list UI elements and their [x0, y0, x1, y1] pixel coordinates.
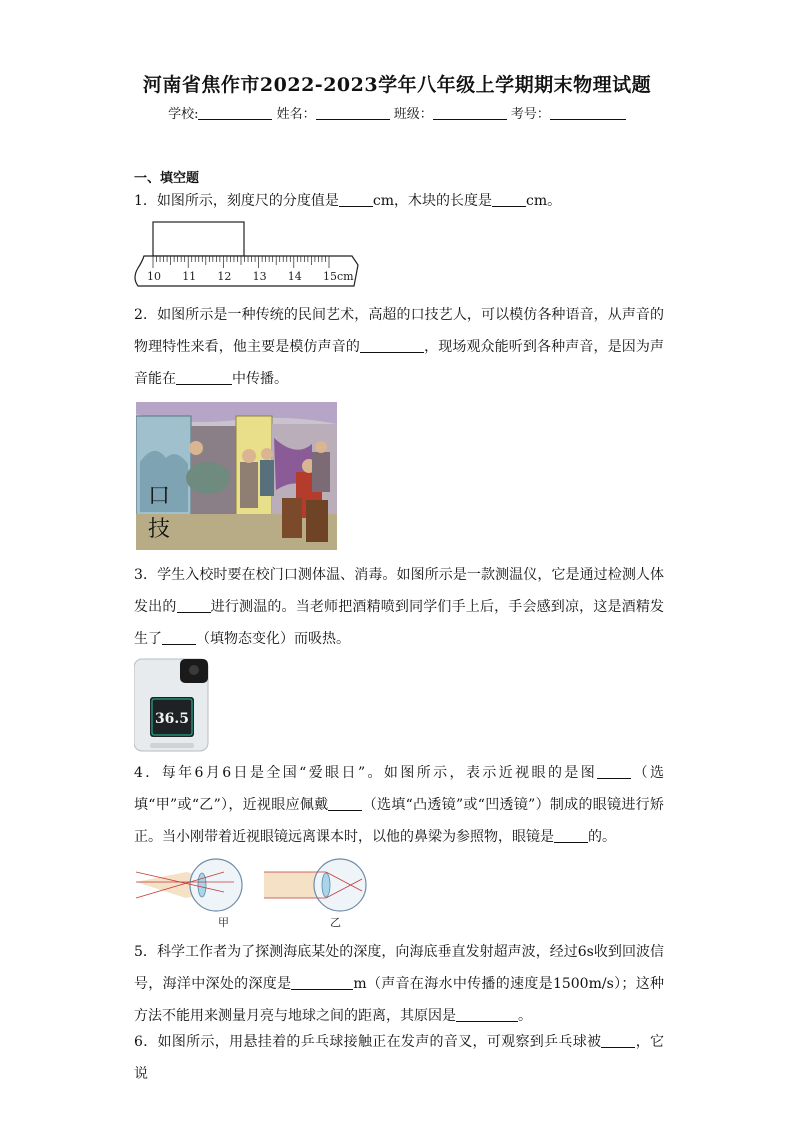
ruler-label: 10 — [147, 270, 161, 283]
ruler-figure — [130, 220, 360, 290]
ruler-label: 12 — [217, 270, 232, 283]
section-heading: 一、填空题 — [134, 171, 200, 186]
temperature-display: 36.5 — [154, 711, 190, 727]
exam-number-blank[interactable] — [550, 106, 626, 120]
eye-diagrams — [134, 858, 380, 930]
q2-blank-1[interactable] — [360, 338, 424, 353]
eye-diagram-jia — [136, 859, 242, 929]
question-2: 2．如图所示是一种传统的民间艺术，高超的口技艺人，可以模仿各种语音，从声音的物理特性来看，他主要是模仿声音的 ，现场观众能听到各种声音，是因为声音能在 中传播。 — [134, 307, 665, 387]
label-yi: 乙 — [330, 916, 341, 929]
thermometer-device — [134, 657, 210, 753]
ruler-label: 14 — [287, 270, 302, 283]
ruler-label: 11 — [182, 270, 197, 283]
q4-blank-1[interactable] — [597, 764, 631, 779]
student-info-line — [0, 103, 794, 122]
page-title: 河南省焦作市2022-2023学年八年级上学期期末物理试题 — [142, 74, 652, 96]
q1-blank-2[interactable] — [492, 192, 526, 207]
q4-blank-3[interactable] — [554, 828, 588, 843]
class-blank[interactable] — [433, 106, 507, 120]
ruler-label: 15cm — [323, 270, 354, 283]
q5-blank-2[interactable] — [456, 1007, 518, 1022]
question-4: 4．每年6月6日是全国“爱眼日”。如图所示，表示近视眼的是图 （选填“甲”或“乙”），近视眼应佩戴 （选填“凸透镜”或“凹透镜”）制成的眼镜进行矫正。当小刚带着近视眼镜远离课本时，以他的鼻梁为参照物，眼镜是 的。 — [134, 765, 664, 845]
q1-blank-1[interactable] — [339, 192, 373, 207]
name-blank[interactable] — [316, 106, 390, 120]
q6-blank-1[interactable] — [601, 1033, 635, 1048]
ruler-label: 13 — [252, 270, 267, 283]
kouji-char-2: 技 — [148, 517, 171, 542]
question-5: 5．科学工作者为了探测海底某处的深度，向海底垂直发射超声波，经过6s收到回波信号，海洋中深处的深度是 m（声音在海水中传播的速度是1500m/s）；这种方法不能用来测量月亮与地球之间的距离，其原因是 。 — [134, 944, 664, 1024]
kouji-char-1: 口 — [148, 484, 171, 509]
school-label: 学校: — [168, 107, 199, 122]
question-3: 3．学生入校时要在校门口测体温、消毒。如图所示是一款测温仪，它是通过检测人体发出的 进行测温的。当老师把酒精喷到同学们手上后，手会感到凉，这是酒精发生了 （填物态变化）而吸热。 — [134, 567, 664, 647]
school-blank[interactable] — [198, 106, 272, 120]
name-label: 姓名： — [276, 107, 316, 122]
wood-block — [153, 222, 244, 256]
eye-diagram-yi — [264, 859, 366, 929]
question-6: 6．如图所示，用悬挂着的乒乓球接触正在发声的音叉，可观察到乒乓球被 ，它说 — [134, 1034, 665, 1082]
q3-blank-1[interactable] — [177, 598, 211, 613]
q3-blank-2[interactable] — [162, 630, 196, 645]
q2-blank-2[interactable] — [176, 370, 232, 385]
q5-blank-1[interactable] — [291, 975, 353, 990]
label-jia: 甲 — [218, 916, 229, 929]
kouji-illustration — [136, 402, 337, 550]
question-1: 1．如图所示，刻度尺的分度值是 cm，木块的长度是 cm。 — [134, 193, 562, 209]
q4-blank-2[interactable] — [328, 796, 362, 811]
exam-number-label: 考号： — [510, 107, 550, 122]
class-label: 班级： — [393, 107, 433, 122]
